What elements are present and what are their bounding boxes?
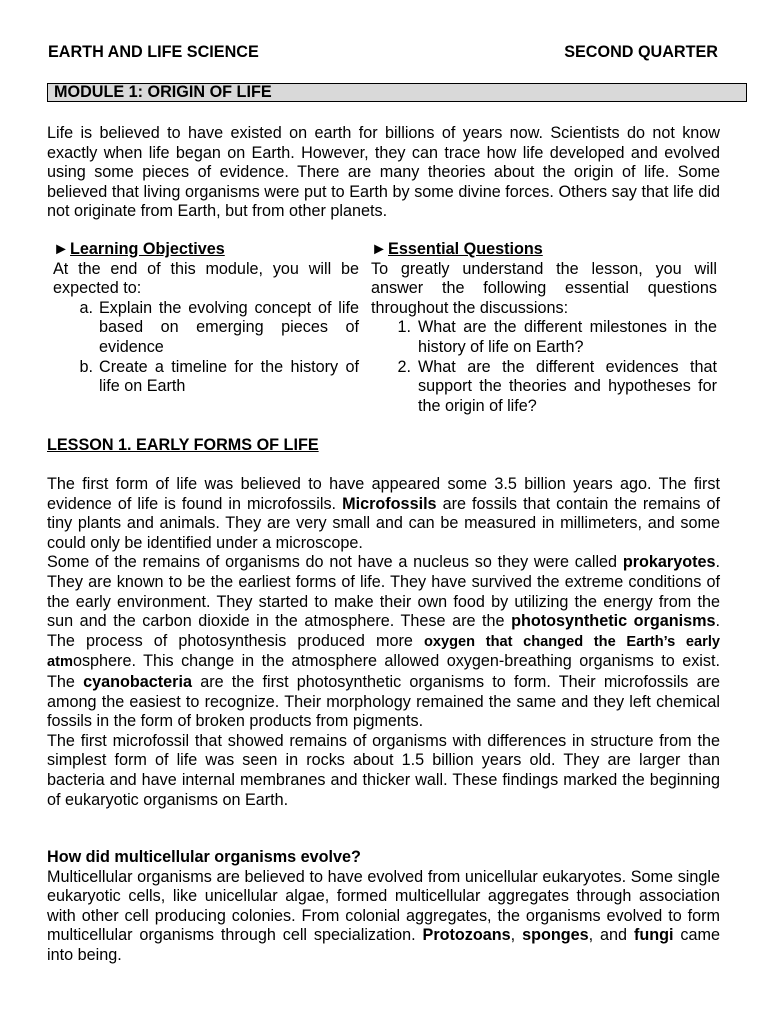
- list-marker: b.: [79, 357, 93, 376]
- list-item-text: Explain the evolving concept of life based on emerging pieces of evidence: [99, 298, 359, 356]
- term-fungi: fungi: [633, 926, 674, 945]
- section-question: How did multicellular organisms evolve?: [47, 848, 361, 866]
- objectives-lead: At the end of this module, you will be expected to:: [53, 259, 359, 298]
- term-sponges: sponges: [522, 926, 589, 945]
- quarter-label: SECOND QUARTER: [564, 43, 718, 61]
- term-prokaryotes: prokaryotes: [622, 553, 716, 572]
- objectives-list: [53, 299, 359, 397]
- list-item: [371, 318, 717, 357]
- term-microfossils: Microfossils: [342, 494, 437, 513]
- essential-questions-section: [371, 240, 717, 416]
- list-item: [371, 358, 717, 417]
- module-title-box: [47, 83, 747, 102]
- arrow-right-icon: ►: [371, 240, 388, 258]
- learning-objectives-title: Learning Objectives: [70, 240, 225, 258]
- arrow-right-icon: ►: [53, 240, 70, 258]
- list-item: [53, 299, 359, 358]
- multicellular-paragraph: [47, 868, 720, 966]
- text-run: osphere. This change in the atmosphere allowed oxygen-breathing organisms to exist. The: [47, 652, 720, 691]
- text-run: are the first photosynthetic organisms to form. Their microfossils are among the easiest to recognize. Their morphology remained the same and they left chemical fossils in the form of broken products from pigments.: [47, 672, 720, 731]
- list-item-text: What are the different evidences that support the theories and hypotheses for the origin of life?: [418, 357, 717, 415]
- lesson-paragraph-3: The first microfossil that showed remains of organisms with differences in structure from the simplest form of life was seen in rocks about 1.5 billion years old. They are larger than bacteria and have internal membranes and thicker wall. These findings marked the beginning of eukaryotic organisms on Earth.: [47, 731, 720, 809]
- module-title: MODULE 1: ORIGIN OF LIFE: [54, 83, 272, 101]
- lesson-body: [47, 475, 720, 810]
- text-run: are fossils that contain the remains of tiny plants and animals. They are very small and can be measured in millimeters, and some could only be identified under a microscope.: [47, 494, 720, 552]
- text-run: . They are known to be the earliest forms of life. They have survived the extreme conditions of the early environment. They started to make their own food by utilizing the energy from the sun and the carbon dioxide in the atmosphere. These are the: [47, 553, 720, 631]
- text-run-bold-small: oxygen that changed the Earth’s early atm: [47, 633, 720, 671]
- list-item: [53, 358, 359, 397]
- text-run: came into being.: [47, 926, 720, 964]
- text-run: Multicellular organisms are believed to have evolved from unicellular eukaryotes. Some single eukaryotic cells, like unicellular algae, formed multicellular aggregates through association with other cell producing colonies. From colonial aggregates, the organisms evolved to form multicellular organisms through cell specialization.: [47, 867, 720, 945]
- list-marker: a.: [79, 298, 93, 317]
- intro-paragraph: Life is believed to have existed on earth for billions of years now. Scientists do not know exactly when life began on Earth. However, they can trace how life developed and evolved using some pieces of evidence. There are many theories about the origin of life. Some believed that living organisms were put to Earth by some divine forces. Others say that life did not originate from Earth, but from other planets.: [47, 124, 720, 221]
- list-marker: 2.: [397, 357, 411, 376]
- questions-list: [371, 318, 717, 416]
- learning-objectives-section: [53, 240, 359, 397]
- term-cyanobacteria: cyanobacteria: [83, 672, 192, 691]
- lesson-title: LESSON 1. EARLY FORMS OF LIFE: [47, 436, 319, 454]
- list-item-text: Create a timeline for the history of life on Earth: [99, 357, 359, 396]
- lesson-paragraph-2: [47, 553, 720, 731]
- text-run: , and: [588, 926, 634, 945]
- list-item-text: What are the different milestones in the history of life on Earth?: [418, 318, 717, 356]
- multicellular-heading: [47, 848, 720, 868]
- essential-questions-title: Essential Questions: [388, 240, 543, 258]
- learning-objectives-heading: [53, 240, 359, 260]
- essential-questions-heading: [371, 240, 717, 260]
- term-photosynthetic-organisms: photosynthetic organisms: [511, 612, 716, 631]
- lesson-paragraph-1: [47, 475, 720, 553]
- subject-title: EARTH AND LIFE SCIENCE: [48, 43, 259, 61]
- text-run: Some of the remains of organisms do not have a nucleus so they were called: [47, 553, 623, 572]
- text-run: The first form of life was believed to have appeared some 3.5 billion years ago. The first evidence of life is found in microfossils.: [47, 475, 720, 513]
- multicellular-section: [47, 848, 720, 966]
- term-protozoans: Protozoans: [422, 926, 511, 945]
- list-marker: 1.: [397, 318, 411, 337]
- text-run: ,: [510, 926, 523, 945]
- questions-lead: To greatly understand the lesson, you will answer the following essential questions throughout the discussions:: [371, 259, 717, 317]
- text-run: . The process of photosynthesis produced more: [47, 612, 720, 650]
